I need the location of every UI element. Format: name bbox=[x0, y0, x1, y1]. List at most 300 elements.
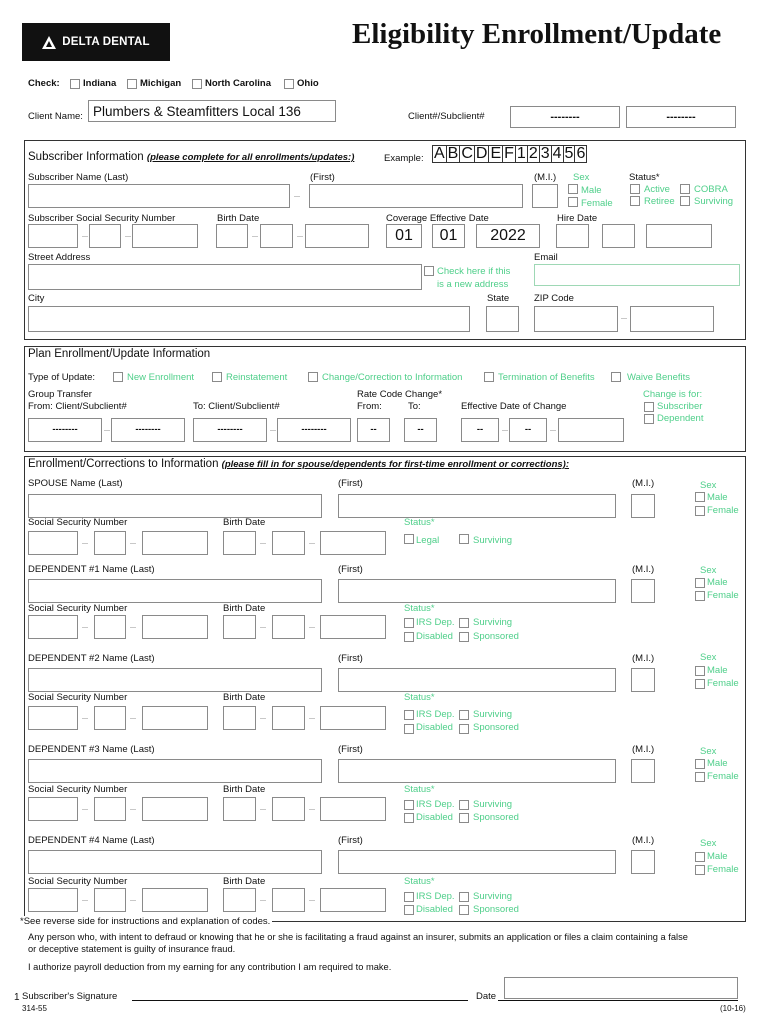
effective-change-label: Effective Date of Change bbox=[461, 401, 567, 412]
dependent2-first-field[interactable] bbox=[338, 668, 616, 692]
example-char: 4 bbox=[552, 145, 562, 162]
street-label: Street Address bbox=[28, 252, 91, 263]
dependent1-ssn2-field[interactable] bbox=[94, 615, 126, 639]
spouse-surviving-checkbox[interactable] bbox=[459, 534, 469, 544]
dependent3-female-label: Female bbox=[707, 771, 739, 782]
dependent4-surviving-label: Surviving bbox=[473, 891, 513, 902]
dependent3-ssn1-field[interactable] bbox=[28, 797, 78, 821]
state-michigan-checkbox[interactable] bbox=[127, 79, 137, 89]
from-subclient-value: -------- bbox=[135, 424, 161, 435]
separator bbox=[260, 809, 266, 810]
status-active-label: Active bbox=[644, 184, 670, 195]
separator bbox=[502, 430, 508, 431]
dependent3-last-label: DEPENDENT #3 Name (Last) bbox=[28, 744, 155, 755]
example-char: 2 bbox=[528, 145, 538, 162]
spouse-female-label: Female bbox=[707, 505, 739, 516]
spouse-male-checkbox[interactable] bbox=[695, 492, 705, 502]
dependent3-last-field[interactable] bbox=[28, 759, 322, 783]
separator bbox=[260, 900, 266, 901]
spouse-legal-label: Legal bbox=[416, 535, 440, 546]
subscriber-sex-label: Sex bbox=[573, 172, 590, 183]
dependent4-irs-checkbox[interactable] bbox=[404, 892, 414, 902]
dependent4-ssn3-field[interactable] bbox=[142, 888, 208, 912]
separator bbox=[309, 718, 315, 719]
separator bbox=[82, 809, 88, 810]
state-north-carolina-label: North Carolina bbox=[205, 78, 271, 89]
dependent3-sponsored-checkbox[interactable] bbox=[459, 813, 469, 823]
state-indiana-checkbox[interactable] bbox=[70, 79, 80, 89]
dependent4-first-label: (First) bbox=[338, 835, 363, 846]
example-label: Example: bbox=[384, 153, 424, 164]
dependent1-ssn3-field[interactable] bbox=[142, 615, 208, 639]
dependent1-disabled-label: Disabled bbox=[416, 631, 453, 642]
dependent4-ssn1-field[interactable] bbox=[28, 888, 78, 912]
dependent3-male-checkbox[interactable] bbox=[695, 759, 705, 769]
dependent3-male-label: Male bbox=[707, 758, 728, 769]
client-number-field[interactable] bbox=[510, 106, 620, 128]
coverage-date-label: Coverage Effective Date bbox=[386, 213, 489, 224]
coverage-day-field[interactable] bbox=[432, 224, 465, 248]
spouse-ssn-label: Social Security Number bbox=[28, 517, 128, 528]
separator bbox=[309, 900, 315, 901]
separator bbox=[104, 430, 110, 431]
separator bbox=[270, 430, 276, 431]
dependent2-disabled-label: Disabled bbox=[416, 722, 453, 733]
dependent2-irs-checkbox[interactable] bbox=[404, 710, 414, 720]
separator bbox=[260, 718, 266, 719]
dependent3-irs-label: IRS Dep. bbox=[416, 799, 455, 810]
check-label: Check: bbox=[28, 78, 60, 89]
dependent2-male-label: Male bbox=[707, 665, 728, 676]
spouse-male-label: Male bbox=[707, 492, 728, 503]
dependent4-female-checkbox[interactable] bbox=[695, 865, 705, 875]
dependent4-surviving-checkbox[interactable] bbox=[459, 892, 469, 902]
client-id-label: Client#/Subclient# bbox=[408, 111, 485, 122]
status-cobra-checkbox[interactable] bbox=[680, 184, 690, 194]
rate-from-value: -- bbox=[370, 424, 377, 435]
separator bbox=[130, 627, 136, 628]
dependent2-ssn3-field[interactable] bbox=[142, 706, 208, 730]
dependent4-birth-d-field[interactable] bbox=[272, 888, 305, 912]
dependent1-irs-label: IRS Dep. bbox=[416, 617, 455, 628]
dependent4-birth-m-field[interactable] bbox=[223, 888, 256, 912]
dependent4-mi-field[interactable] bbox=[631, 850, 655, 874]
state-indiana-label: Indiana bbox=[83, 78, 117, 89]
zip-plus4-field[interactable] bbox=[630, 306, 714, 332]
separator bbox=[125, 236, 131, 237]
to-client-field[interactable] bbox=[193, 418, 267, 442]
email-label: Email bbox=[534, 252, 558, 263]
transfer-from-label: From: Client/Subclient# bbox=[28, 401, 127, 412]
ssn-part2-field[interactable] bbox=[89, 224, 121, 248]
dependent2-first-label: (First) bbox=[338, 653, 363, 664]
dependent3-ssn-label: Social Security Number bbox=[28, 784, 128, 795]
separator bbox=[82, 718, 88, 719]
status-cobra-label: COBRA bbox=[694, 184, 728, 195]
fraud-warning-line1: Any person who, with intent to defraud or knowing that he or she is facilitating a fraud against an insurer, submits an application or files a claim containing a false bbox=[28, 932, 688, 942]
subscriber-male-label: Male bbox=[581, 185, 602, 196]
rate-code-label: Rate Code Change* bbox=[357, 389, 443, 400]
dependent4-mi-label: (M.I.) bbox=[632, 835, 655, 846]
dependent2-birth-d-field[interactable] bbox=[272, 706, 305, 730]
rate-from-label: From: bbox=[357, 401, 382, 412]
dependent3-irs-checkbox[interactable] bbox=[404, 800, 414, 810]
group-transfer-label: Group Transfer bbox=[28, 389, 92, 400]
subscriber-mi-label: (M.I.) bbox=[534, 172, 557, 183]
dependent1-ssn1-field[interactable] bbox=[28, 615, 78, 639]
spouse-sex-label: Sex bbox=[700, 480, 717, 491]
example-char: 3 bbox=[540, 145, 550, 162]
dependent1-male-checkbox[interactable] bbox=[695, 578, 705, 588]
separator bbox=[82, 627, 88, 628]
ssn-part3-field[interactable] bbox=[132, 224, 198, 248]
coverage-month-field[interactable] bbox=[386, 224, 422, 248]
dependent1-sponsored-checkbox[interactable] bbox=[459, 632, 469, 642]
dependent4-birth-y-field[interactable] bbox=[320, 888, 386, 912]
rate-from-field[interactable] bbox=[357, 418, 390, 442]
date-line bbox=[498, 1000, 738, 1001]
from-client-value: -------- bbox=[52, 424, 78, 435]
spouse-birth-d-field[interactable] bbox=[272, 531, 305, 555]
dependent4-first-field[interactable] bbox=[338, 850, 616, 874]
dependent2-disabled-checkbox[interactable] bbox=[404, 724, 414, 734]
fraud-warning-line2: or deceptive statement is guilty of insurance fraud. bbox=[28, 944, 236, 954]
new-address-label-line2: is a new address bbox=[437, 279, 509, 290]
dependent3-first-label: (First) bbox=[338, 744, 363, 755]
dependent4-irs-label: IRS Dep. bbox=[416, 891, 455, 902]
dependent3-female-checkbox[interactable] bbox=[695, 772, 705, 782]
separator bbox=[260, 627, 266, 628]
example-char: 5 bbox=[564, 145, 574, 162]
dependent1-mi-label: (M.I.) bbox=[632, 564, 655, 575]
spouse-ssn2-field[interactable] bbox=[94, 531, 126, 555]
dependent1-surviving-checkbox[interactable] bbox=[459, 618, 469, 628]
dependent2-ssn-label: Social Security Number bbox=[28, 692, 128, 703]
coverage-year-value: 2022 bbox=[490, 227, 526, 244]
example-char: A bbox=[434, 145, 445, 162]
dependent3-birth-m-field[interactable] bbox=[223, 797, 256, 821]
state-michigan-label: Michigan bbox=[140, 78, 182, 89]
type-new-enrollment-checkbox[interactable] bbox=[113, 372, 123, 382]
client-name-value: Plumbers & Steamfitters Local 136 bbox=[93, 104, 301, 119]
change-for-label: Change is for: bbox=[643, 389, 703, 400]
birth-year-field[interactable] bbox=[305, 224, 369, 248]
example-char: C bbox=[461, 145, 473, 162]
dependent2-mi-label: (M.I.) bbox=[632, 653, 655, 664]
effective-month-field[interactable] bbox=[461, 418, 499, 442]
dependent2-birth-m-field[interactable] bbox=[223, 706, 256, 730]
hire-year-field[interactable] bbox=[646, 224, 712, 248]
status-retiree-label: Retiree bbox=[644, 196, 675, 207]
dependent3-birth-label: Birth Date bbox=[223, 784, 266, 795]
dependent2-surviving-checkbox[interactable] bbox=[459, 710, 469, 720]
city-field[interactable] bbox=[28, 306, 470, 332]
example-char: B bbox=[447, 145, 459, 162]
signature-line[interactable] bbox=[132, 1000, 468, 1001]
dependent4-male-checkbox[interactable] bbox=[695, 852, 705, 862]
dependent3-ssn3-field[interactable] bbox=[142, 797, 208, 821]
separator bbox=[550, 430, 556, 431]
separator bbox=[130, 718, 136, 719]
separator bbox=[252, 236, 258, 237]
dependent1-ssn-label: Social Security Number bbox=[28, 603, 128, 614]
state-label: State bbox=[487, 293, 510, 304]
from-client-field[interactable] bbox=[28, 418, 102, 442]
dependent3-sponsored-label: Sponsored bbox=[473, 812, 519, 823]
dependent1-last-field[interactable] bbox=[28, 579, 322, 603]
type-reinstatement-label: Reinstatement bbox=[226, 372, 288, 383]
delta-triangle-icon bbox=[42, 36, 56, 49]
zip-field[interactable] bbox=[534, 306, 618, 332]
type-change-correction-label: Change/Correction to Information bbox=[322, 372, 463, 383]
dependent1-birth-d-field[interactable] bbox=[272, 615, 305, 639]
subscriber-heading: Subscriber Information (please complete for all enrollments/updates:) bbox=[28, 151, 355, 163]
dependent1-irs-checkbox[interactable] bbox=[404, 618, 414, 628]
state-ohio-label: Ohio bbox=[297, 78, 319, 89]
spouse-birth-y-field[interactable] bbox=[320, 531, 386, 555]
separator bbox=[130, 900, 136, 901]
birth-month-field[interactable] bbox=[216, 224, 248, 248]
effective-month-value: -- bbox=[476, 424, 484, 435]
type-termination-label: Termination of Benefits bbox=[498, 372, 595, 383]
separator bbox=[297, 236, 303, 237]
dependent3-surviving-label: Surviving bbox=[473, 799, 513, 810]
effective-day-field[interactable] bbox=[509, 418, 547, 442]
dependent3-status-label: Status* bbox=[404, 784, 435, 795]
dependent3-mi-field[interactable] bbox=[631, 759, 655, 783]
example-char: D bbox=[475, 145, 488, 162]
dependent3-disabled-label: Disabled bbox=[416, 812, 453, 823]
subscriber-female-checkbox[interactable] bbox=[568, 197, 578, 207]
change-subscriber-checkbox[interactable] bbox=[644, 402, 654, 412]
dependent1-status-label: Status* bbox=[404, 603, 435, 614]
dependent4-disabled-label: Disabled bbox=[416, 904, 453, 915]
dependent4-male-label: Male bbox=[707, 851, 728, 862]
spouse-legal-checkbox[interactable] bbox=[404, 534, 414, 544]
signature-label: Subscriber's Signature bbox=[22, 991, 118, 1002]
dependent1-first-label: (First) bbox=[338, 564, 363, 575]
city-label: City bbox=[28, 293, 45, 304]
new-address-label-line1: Check here if this bbox=[437, 266, 511, 277]
separator bbox=[309, 627, 315, 628]
spouse-birth-m-field[interactable] bbox=[223, 531, 256, 555]
new-address-checkbox[interactable] bbox=[424, 266, 434, 276]
spouse-ssn3-field[interactable] bbox=[142, 531, 208, 555]
hire-date-label: Hire Date bbox=[557, 213, 598, 224]
rate-to-value: -- bbox=[417, 424, 424, 435]
separator bbox=[260, 543, 266, 544]
dependent4-last-field[interactable] bbox=[28, 850, 322, 874]
subscriber-first-label: (First) bbox=[310, 172, 335, 183]
hire-day-field[interactable] bbox=[602, 224, 635, 248]
client-name-label: Client Name: bbox=[28, 111, 83, 122]
dependent1-birth-y-field[interactable] bbox=[320, 615, 386, 639]
dependent3-disabled-checkbox[interactable] bbox=[404, 813, 414, 823]
client-number-value: -------- bbox=[550, 111, 580, 123]
subscriber-male-checkbox[interactable] bbox=[568, 184, 578, 194]
dependent1-mi-field[interactable] bbox=[631, 579, 655, 603]
to-subclient-field[interactable] bbox=[277, 418, 351, 442]
dependent4-disabled-checkbox[interactable] bbox=[404, 905, 414, 915]
dependent2-birth-label: Birth Date bbox=[223, 692, 266, 703]
subscriber-mi-field[interactable] bbox=[532, 184, 558, 208]
status-surviving-label: Surviving bbox=[694, 196, 734, 207]
example-char: F bbox=[504, 145, 514, 162]
status-surviving-checkbox[interactable] bbox=[680, 196, 690, 206]
subclient-number-field[interactable] bbox=[626, 106, 736, 128]
to-subclient-value: -------- bbox=[301, 424, 327, 435]
page-title: Eligibility Enrollment/Update bbox=[352, 18, 722, 50]
effective-year-field[interactable] bbox=[558, 418, 624, 442]
logo-text: DELTA DENTAL bbox=[62, 36, 150, 48]
type-change-correction-checkbox[interactable] bbox=[308, 372, 318, 382]
status-retiree-checkbox[interactable] bbox=[630, 196, 640, 206]
subclient-number-value: -------- bbox=[666, 111, 696, 123]
dependent4-female-label: Female bbox=[707, 864, 739, 875]
dependent1-surviving-label: Surviving bbox=[473, 617, 513, 628]
update-type-label: Type of Update: bbox=[28, 372, 96, 383]
street-address-field[interactable] bbox=[28, 264, 422, 290]
type-new-enrollment-label: New Enrollment bbox=[127, 372, 195, 383]
dependent4-status-label: Status* bbox=[404, 876, 435, 887]
client-name-field[interactable] bbox=[88, 100, 336, 122]
separator bbox=[82, 543, 88, 544]
email-field[interactable] bbox=[534, 264, 740, 286]
reverse-side-note: *See reverse side for instructions and explanation of codes. bbox=[20, 916, 271, 927]
change-dependent-label: Dependent bbox=[657, 413, 704, 424]
dependent2-ssn1-field[interactable] bbox=[28, 706, 78, 730]
spouse-first-field[interactable] bbox=[338, 494, 616, 518]
state-ohio-checkbox[interactable] bbox=[284, 79, 294, 89]
separator bbox=[130, 809, 136, 810]
hire-month-field[interactable] bbox=[556, 224, 589, 248]
spouse-female-checkbox[interactable] bbox=[695, 506, 705, 516]
dependent3-ssn2-field[interactable] bbox=[94, 797, 126, 821]
dependent2-female-label: Female bbox=[707, 678, 739, 689]
dependent1-birth-m-field[interactable] bbox=[223, 615, 256, 639]
dependent2-male-checkbox[interactable] bbox=[695, 666, 705, 676]
subscriber-last-label: Subscriber Name (Last) bbox=[28, 172, 129, 183]
example-char: E bbox=[490, 145, 502, 162]
rate-to-label: To: bbox=[408, 401, 421, 412]
dependent4-birth-label: Birth Date bbox=[223, 876, 266, 887]
dependent1-disabled-checkbox[interactable] bbox=[404, 632, 414, 642]
dependent1-sponsored-label: Sponsored bbox=[473, 631, 519, 642]
zip-label: ZIP Code bbox=[534, 293, 574, 304]
dependent2-mi-field[interactable] bbox=[631, 668, 655, 692]
spouse-mi-field[interactable] bbox=[631, 494, 655, 518]
subscriber-ssn-label: Subscriber Social Security Number bbox=[28, 213, 176, 224]
ssn-part1-field[interactable] bbox=[28, 224, 78, 248]
separator bbox=[309, 543, 315, 544]
dependent2-sponsored-label: Sponsored bbox=[473, 722, 519, 733]
dependent4-ssn-label: Social Security Number bbox=[28, 876, 128, 887]
from-subclient-field[interactable] bbox=[111, 418, 185, 442]
dependent2-ssn2-field[interactable] bbox=[94, 706, 126, 730]
separator bbox=[130, 543, 136, 544]
spouse-last-field[interactable] bbox=[28, 494, 322, 518]
coverage-day-value: 01 bbox=[439, 227, 458, 244]
dependent4-sponsored-checkbox[interactable] bbox=[459, 905, 469, 915]
change-subscriber-label: Subscriber bbox=[657, 401, 703, 412]
form-revision: (10-16) bbox=[720, 1004, 746, 1013]
coverage-month-value: 01 bbox=[395, 227, 413, 244]
change-dependent-checkbox[interactable] bbox=[644, 414, 654, 424]
subscriber-first-name-field[interactable] bbox=[309, 184, 523, 208]
subscriber-status-label: Status* bbox=[629, 172, 660, 183]
dependent1-birth-label: Birth Date bbox=[223, 603, 266, 614]
payroll-authorization: I authorize payroll deduction from my earning for any contribution I am required to make. bbox=[28, 962, 392, 972]
dependent2-status-label: Status* bbox=[404, 692, 435, 703]
dependent3-birth-y-field[interactable] bbox=[320, 797, 386, 821]
spouse-mi-label: (M.I.) bbox=[632, 478, 655, 489]
subscriber-birth-label: Birth Date bbox=[217, 213, 260, 224]
dependent2-sponsored-checkbox[interactable] bbox=[459, 724, 469, 734]
enrollment-heading: Enrollment/Corrections to Information (please fill in for spouse/dependents for first-time enrollment or corrections): bbox=[28, 458, 570, 470]
dependent1-first-field[interactable] bbox=[338, 579, 616, 603]
dependent1-male-label: Male bbox=[707, 577, 728, 588]
status-active-checkbox[interactable] bbox=[630, 184, 640, 194]
date-label: Date bbox=[476, 991, 497, 1002]
dependent1-female-checkbox[interactable] bbox=[695, 591, 705, 601]
type-waive-checkbox[interactable] bbox=[611, 372, 621, 382]
type-reinstatement-checkbox[interactable] bbox=[212, 372, 222, 382]
dependent2-female-checkbox[interactable] bbox=[695, 679, 705, 689]
state-field[interactable] bbox=[486, 306, 519, 332]
dependent2-last-label: DEPENDENT #2 Name (Last) bbox=[28, 653, 155, 664]
dependent4-ssn2-field[interactable] bbox=[94, 888, 126, 912]
to-client-value: -------- bbox=[217, 424, 243, 435]
dependent1-last-label: DEPENDENT #1 Name (Last) bbox=[28, 564, 155, 575]
dependent2-last-field[interactable] bbox=[28, 668, 322, 692]
dependent3-sex-label: Sex bbox=[700, 746, 717, 757]
dependent2-birth-y-field[interactable] bbox=[320, 706, 386, 730]
separator bbox=[621, 318, 627, 319]
dependent2-surviving-label: Surviving bbox=[473, 709, 513, 720]
spouse-first-label: (First) bbox=[338, 478, 363, 489]
signature-date-field[interactable] bbox=[504, 977, 738, 999]
dependent3-first-field[interactable] bbox=[338, 759, 616, 783]
dependent2-irs-label: IRS Dep. bbox=[416, 709, 455, 720]
spouse-status-label: Status* bbox=[404, 517, 435, 528]
rate-to-field[interactable] bbox=[404, 418, 437, 442]
page-number: 1 bbox=[14, 992, 20, 1003]
transfer-to-label: To: Client/Subclient# bbox=[193, 401, 280, 412]
coverage-year-field[interactable] bbox=[476, 224, 540, 248]
dependent2-sex-label: Sex bbox=[700, 652, 717, 663]
example-char: 1 bbox=[516, 145, 526, 162]
dependent4-sex-label: Sex bbox=[700, 838, 717, 849]
dependent3-birth-d-field[interactable] bbox=[272, 797, 305, 821]
dependent1-sex-label: Sex bbox=[700, 565, 717, 576]
dependent4-last-label: DEPENDENT #4 Name (Last) bbox=[28, 835, 155, 846]
dependent3-surviving-checkbox[interactable] bbox=[459, 800, 469, 810]
spouse-last-label: SPOUSE Name (Last) bbox=[28, 478, 123, 489]
state-north-carolina-checkbox[interactable] bbox=[192, 79, 202, 89]
example-characters bbox=[432, 145, 587, 163]
subscriber-last-name-field[interactable] bbox=[28, 184, 290, 208]
plan-heading: Plan Enrollment/Update Information bbox=[28, 348, 211, 360]
dependent4-sponsored-label: Sponsored bbox=[473, 904, 519, 915]
delta-dental-logo bbox=[22, 23, 170, 61]
separator bbox=[82, 900, 88, 901]
spouse-ssn1-field[interactable] bbox=[28, 531, 78, 555]
type-waive-label: Waive Benefits bbox=[627, 372, 691, 383]
dependent1-female-label: Female bbox=[707, 590, 739, 601]
type-termination-checkbox[interactable] bbox=[484, 372, 494, 382]
separator bbox=[82, 236, 88, 237]
birth-day-field[interactable] bbox=[260, 224, 293, 248]
